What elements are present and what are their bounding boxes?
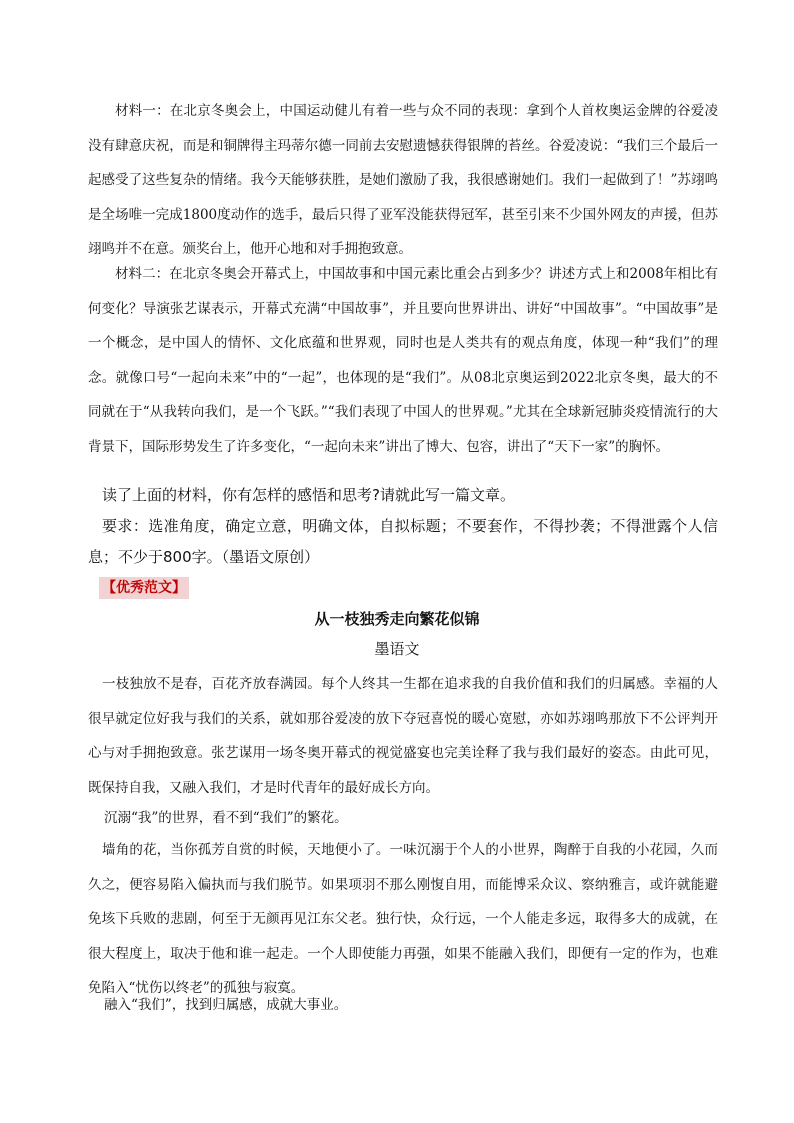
essay-paragraph-2: 墙角的花，当你孤芳自赏的时候，天地便小了。一味沉溺于个人的小世界，陶醉于自我的小花园，久而久之，便容易陷入偏执而与我们脱节。如果项羽不那么刚愎自用，而能博采众议、察纳雅言，或许就能避免垓下兵败的悲剧，何至于无颜再见江东父老。独行快，众行远，一个人能走多远，取得多大的成就，在很大程度上，取决于他和谁一起走。一个人即使能力再强，如果不能融入我们，即便有一定的作为，也难免陷入“忧伤以终老”的孤独与寂寞。 <box>88 842 718 996</box>
essay-paragraph-1: 一枝独放不是春，百花齐放春满园。每个人终其一生都在追求我的自我价值和我们的归属感。幸福的人很早就定位好我与我们的关系，就如那谷爱凌的放下夺冠喜悦的暖心宽慰，亦如苏翊鸣那放下不公评判开心与对手拥抱致意。张艺谋用一场冬奥开幕式的视觉盛宴也完美诠释了我与我们最好的姿态。由此可见，既保持自我，又融入我们，才是时代青年的最好成长方向。 <box>88 676 718 796</box>
material-2-paragraph: 材料二：在北京冬奥会开幕式上，中国故事和中国元素比重会占到多少？讲述方式上和2008年相比有何变化？导演张艺谋表示，开幕式充满“中国故事”，并且要向世界讲出、讲好“中国故事”。“中国故事”是一个概念，是中国人的情怀、文化底蕴和世界观，同时也是人类共有的观点角度，体现一种“我们”的理念。就像口号“一起向未来”中的“一起”，也体现的是“我们”。从08北京奥运到2022北京冬奥，最大的不同就在于“从我转向我们，是一个飞跃。”“我们表现了中国人的世界观。”尤其在全球新冠肺炎疫情流行的大背景下，国际形势发生了许多变化，“一起向未来”讲出了博大、包容，讲出了“天下一家”的胸怀。 <box>88 266 718 455</box>
writing-prompt: 读了上面的材料，你有怎样的感悟和思考?请就此写一篇文章。 <box>102 486 515 504</box>
essay-title: 从一枝独秀走向繁花似锦 <box>314 610 480 628</box>
essay-author: 墨语文 <box>374 640 420 658</box>
writing-requirements: 要求：选准角度，确定立意，明确文体，自拟标题；不要套作，不得抄袭；不得泄露个人信息；不少于800字。（墨语文原创） <box>88 517 718 566</box>
essay-subheading-2: 融入“我们”，找到归属感，成就大事业。 <box>104 997 348 1013</box>
material-1-paragraph: 材料一：在北京冬奥会上，中国运动健儿有着一些与众不同的表现：拿到个人首枚奥运金牌的谷爱凌没有肆意庆祝，而是和铜牌得主玛蒂尔德一同前去安慰遗憾获得银牌的苔丝。谷爱凌说：“我们三个最后一起感受了这些复杂的情绪。我今天能够获胜，是她们激励了我，我很感谢她们。我们一起做到了！”苏翊鸣是全场唯一完成1800度动作的选手，最后只得了亚军没能获得冠军，甚至引来不少国外网友的声援，但苏翊鸣并不在意。颁奖台上，他开心地和对手拥抱致意。 <box>88 103 718 257</box>
essay-subheading-1: 沉溺“我”的世界，看不到“我们”的繁花。 <box>104 810 348 826</box>
excellent-essay-tag: 【优秀范文】 <box>99 577 189 599</box>
